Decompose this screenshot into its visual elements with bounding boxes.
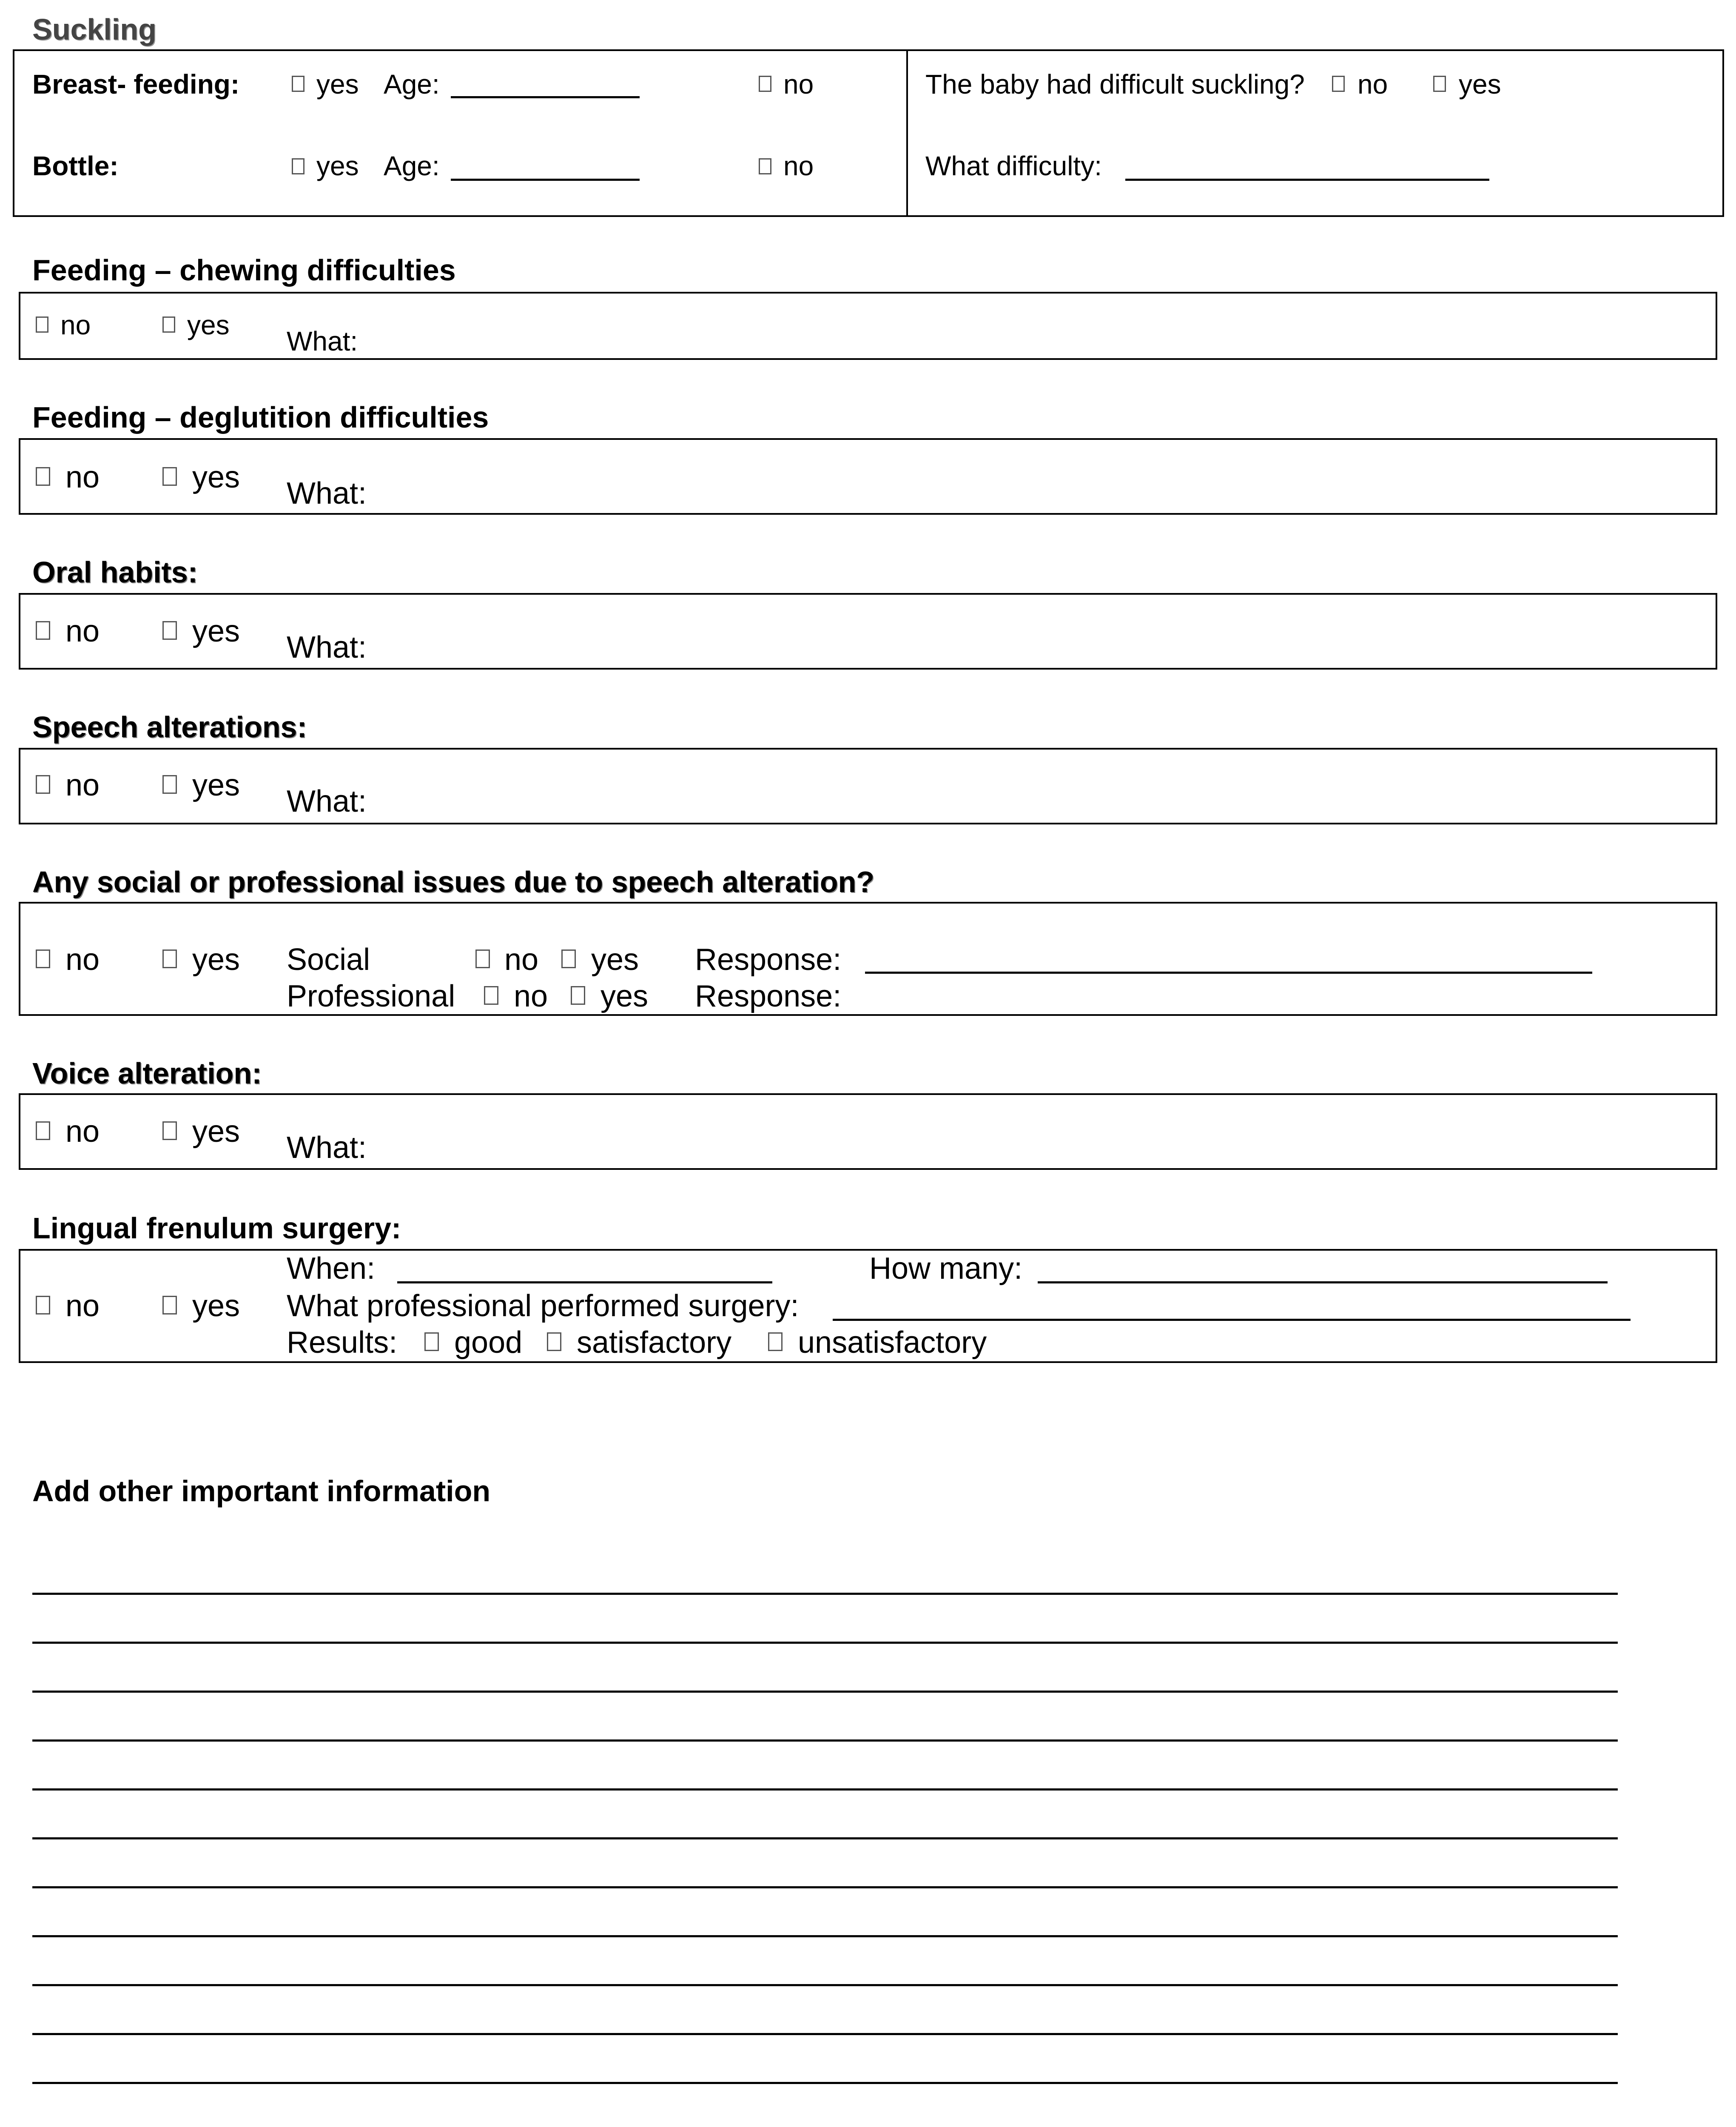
frenulum-who-field[interactable] — [833, 1319, 1631, 1321]
other-info-line[interactable] — [32, 1788, 1618, 1791]
speech-no-checkbox[interactable] — [36, 775, 50, 794]
frenulum-good-label: good — [454, 1326, 523, 1360]
bottle-yes-checkbox[interactable] — [292, 158, 305, 174]
frenulum-yes-label: yes — [192, 1289, 240, 1323]
speech-box — [19, 748, 1717, 824]
voice-yes-checkbox[interactable] — [162, 1121, 177, 1140]
professional-response-label: Response: — [695, 979, 842, 1013]
social-label: Social — [287, 943, 370, 977]
deglutition-box — [19, 438, 1717, 515]
other-info-line[interactable] — [32, 1593, 1618, 1595]
breast-feeding-yes-checkbox[interactable] — [292, 76, 305, 92]
other-info-line[interactable] — [32, 1837, 1618, 1839]
professional-no-label: no — [514, 979, 548, 1013]
other-info-line[interactable] — [32, 1739, 1618, 1742]
speech-yes-label: yes — [192, 768, 240, 802]
voice-no-label: no — [65, 1115, 100, 1149]
social-issues-no-checkbox[interactable] — [36, 949, 50, 968]
other-info-line[interactable] — [32, 1886, 1618, 1888]
chewing-no-label: no — [60, 310, 91, 340]
chewing-no-checkbox[interactable] — [36, 316, 48, 333]
social-issues-yes-label: yes — [192, 943, 240, 977]
bottle-age-field[interactable] — [451, 179, 640, 181]
other-info-heading: Add other important information — [32, 1474, 491, 1508]
social-no-checkbox[interactable] — [475, 949, 490, 968]
frenulum-who-label: What professional performed surgery: — [287, 1289, 799, 1323]
voice-no-checkbox[interactable] — [36, 1121, 50, 1140]
difficult-suckling-question: The baby had difficult suckling? — [925, 69, 1305, 100]
other-info-line[interactable] — [32, 2082, 1618, 2084]
what-difficulty-label: What difficulty: — [925, 151, 1102, 181]
other-info-line[interactable] — [32, 1935, 1618, 1937]
bottle-yes-label: yes — [316, 151, 359, 181]
oral-habits-heading: Oral habits: — [32, 556, 198, 589]
chewing-box — [19, 292, 1717, 360]
oral-habits-no-checkbox[interactable] — [36, 621, 50, 640]
breast-feeding-no-checkbox[interactable] — [759, 76, 771, 92]
chewing-yes-checkbox[interactable] — [162, 316, 175, 333]
what-difficulty-field[interactable] — [1125, 179, 1489, 181]
frenulum-no-checkbox[interactable] — [36, 1296, 50, 1314]
other-info-line[interactable] — [32, 2033, 1618, 2035]
professional-label: Professional — [287, 979, 455, 1013]
bottle-label: Bottle: — [32, 151, 119, 181]
social-heading: Any social or professional issues due to speech alteration? — [32, 865, 874, 898]
oral-habits-what-label: What: — [287, 630, 367, 664]
breast-feeding-yes-label: yes — [316, 69, 359, 100]
speech-heading: Speech alterations: — [32, 710, 307, 744]
oral-habits-box — [19, 593, 1717, 670]
frenulum-satisfactory-label: satisfactory — [577, 1326, 732, 1360]
deglutition-yes-label: yes — [192, 460, 240, 494]
deglutition-no-checkbox[interactable] — [36, 467, 50, 486]
breast-feeding-no-label: no — [783, 69, 814, 100]
professional-yes-label: yes — [600, 979, 649, 1013]
social-issues-no-label: no — [65, 943, 100, 977]
frenulum-how-many-field[interactable] — [1038, 1281, 1608, 1283]
bottle-no-checkbox[interactable] — [759, 158, 771, 174]
chewing-what-label: What: — [287, 326, 358, 356]
oral-habits-yes-checkbox[interactable] — [162, 621, 177, 640]
bottle-age-label: Age: — [384, 151, 440, 181]
voice-what-label: What: — [287, 1131, 367, 1165]
frenulum-unsatisfactory-label: unsatisfactory — [798, 1326, 987, 1360]
frenulum-good-checkbox[interactable] — [424, 1332, 439, 1351]
speech-yes-checkbox[interactable] — [162, 775, 177, 794]
social-issues-yes-checkbox[interactable] — [162, 949, 177, 968]
difficult-suckling-no-label: no — [1357, 69, 1388, 100]
frenulum-heading: Lingual frenulum surgery: — [32, 1212, 401, 1245]
breast-feeding-age-field[interactable] — [451, 96, 640, 98]
social-no-label: no — [504, 943, 539, 977]
professional-yes-checkbox[interactable] — [571, 986, 585, 1005]
other-info-line[interactable] — [32, 1642, 1618, 1644]
social-box — [19, 902, 1717, 1016]
voice-box — [19, 1093, 1717, 1170]
frenulum-unsatisfactory-checkbox[interactable] — [768, 1332, 783, 1351]
frenulum-yes-checkbox[interactable] — [162, 1296, 177, 1314]
professional-no-checkbox[interactable] — [484, 986, 498, 1005]
difficult-suckling-no-checkbox[interactable] — [1332, 76, 1345, 92]
speech-what-label: What: — [287, 784, 367, 818]
bottle-no-label: no — [783, 151, 814, 181]
oral-habits-no-label: no — [65, 614, 100, 648]
deglutition-no-label: no — [65, 460, 100, 494]
chewing-heading: Feeding – chewing difficulties — [32, 254, 456, 287]
breast-feeding-age-label: Age: — [384, 69, 440, 100]
frenulum-satisfactory-checkbox[interactable] — [547, 1332, 561, 1351]
frenulum-when-field[interactable] — [397, 1281, 772, 1283]
other-info-line[interactable] — [32, 1984, 1618, 1986]
breast-feeding-label: Breast- feeding: — [32, 69, 240, 100]
suckling-divider — [906, 49, 908, 217]
frenulum-how-many-label: How many: — [869, 1252, 1023, 1286]
deglutition-heading: Feeding – deglutition difficulties — [32, 401, 489, 434]
frenulum-results-label: Results: — [287, 1326, 398, 1360]
frenulum-no-label: no — [65, 1289, 100, 1323]
deglutition-yes-checkbox[interactable] — [162, 467, 177, 486]
frenulum-when-label: When: — [287, 1252, 376, 1286]
difficult-suckling-yes-label: yes — [1459, 69, 1501, 100]
voice-yes-label: yes — [192, 1115, 240, 1149]
oral-habits-yes-label: yes — [192, 614, 240, 648]
speech-no-label: no — [65, 768, 100, 802]
deglutition-what-label: What: — [287, 476, 367, 510]
suckling-heading: Suckling — [32, 13, 157, 46]
other-info-line[interactable] — [32, 1691, 1618, 1693]
social-yes-checkbox[interactable] — [561, 949, 576, 968]
social-response-field[interactable] — [865, 972, 1592, 974]
voice-heading: Voice alteration: — [32, 1057, 262, 1090]
social-yes-label: yes — [591, 943, 639, 977]
difficult-suckling-yes-checkbox[interactable] — [1433, 76, 1446, 92]
chewing-yes-label: yes — [187, 310, 230, 340]
social-response-label: Response: — [695, 943, 842, 977]
